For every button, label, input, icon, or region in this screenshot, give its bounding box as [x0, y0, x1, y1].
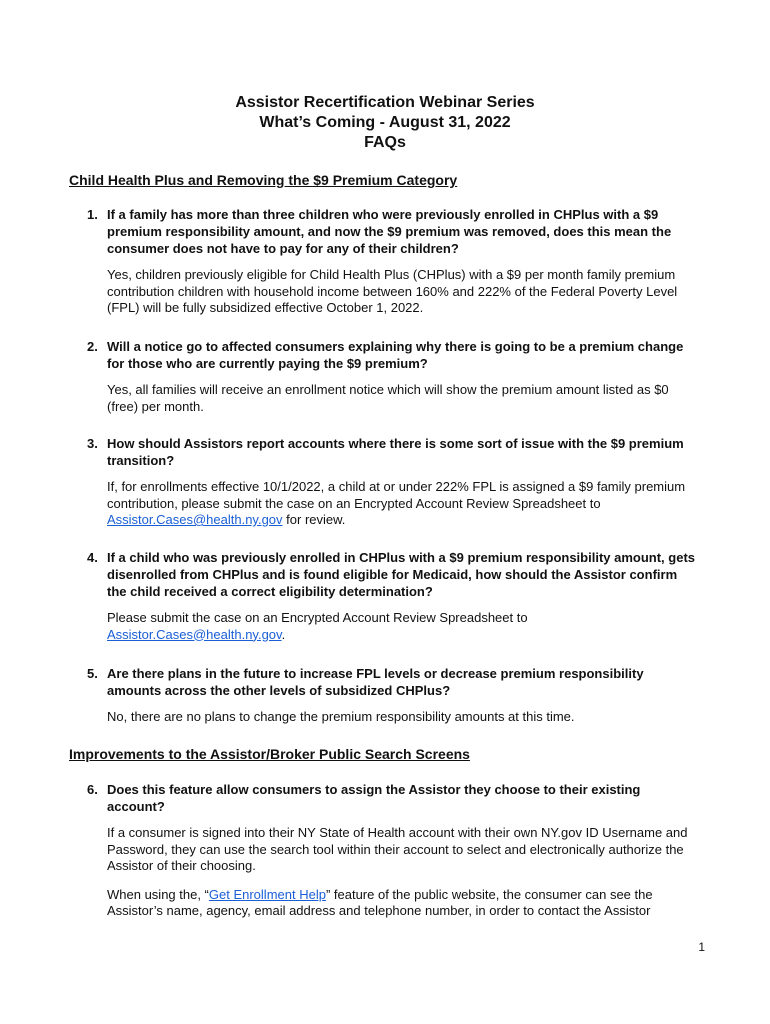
faq-question-text: Are there plans in the future to increase FPL levels or decrease premium responsibility amounts across the other levels of subsidized CHPlus? — [107, 666, 644, 698]
faq-item-5 — [87, 665, 697, 726]
faq-answer-text: for review. — [282, 512, 346, 527]
faq-answer: If a consumer is signed into their NY State of Health account with their own NY.gov ID Username and Password, they can use the search tool within their account to select and electronically authorize the Assistor of their choosing. — [107, 825, 688, 873]
faq-answer-text: . — [281, 626, 286, 642]
document-title — [0, 93, 770, 153]
assistor-cases-email-link[interactable]: Assistor.Cases@health.ny.gov — [107, 626, 282, 642]
faq-question-text: Will a notice go to affected consumers explaining why there is going to be a premium change for those who are currently paying the $9 premium? — [107, 339, 684, 371]
faq-question — [87, 665, 697, 699]
faq-answer-text: Please submit the case on an Encrypted Account Review Spreadsheet to — [107, 610, 528, 625]
faq-number: 2. — [87, 339, 98, 354]
faq-item-4 — [87, 549, 697, 643]
faq-question — [87, 338, 697, 372]
get-enrollment-help-link[interactable]: Get Enrollment Help — [208, 886, 326, 902]
faq-number: 1. — [87, 207, 98, 222]
faq-question — [87, 549, 697, 600]
section-heading-public-search: Improvements to the Assistor/Broker Public Search Screens — [69, 746, 470, 762]
faq-item-1 — [87, 206, 697, 317]
faq-number: 3. — [87, 436, 98, 451]
faq-number: 5. — [87, 666, 98, 681]
faq-answer-text: ” feature of the public website, the consumer can see the Assistor’s name, agency, email address and telephone number, in order to contact the Assistor — [107, 886, 653, 918]
faq-question — [87, 435, 697, 469]
faq-question — [87, 781, 697, 815]
page-number: 1 — [698, 940, 705, 954]
faq-question-text: Does this feature allow consumers to assign the Assistor they choose to their existing account? — [107, 782, 641, 814]
section-heading-child-health-plus: Child Health Plus and Removing the $9 Premium Category — [69, 172, 458, 188]
title-line-3: FAQs — [364, 134, 406, 151]
faq-answer: No, there are no plans to change the premium responsibility amounts at this time. — [107, 709, 575, 724]
faq-item-2 — [87, 338, 697, 415]
faq-answer-continued — [107, 887, 697, 920]
faq-question — [87, 206, 697, 257]
faq-number: 6. — [87, 782, 98, 797]
title-line-2: What’s Coming - August 31, 2022 — [259, 114, 511, 131]
faq-item-6 — [87, 781, 697, 920]
faq-question-text: If a family has more than three children who were previously enrolled in CHPlus with a $9 premium responsibility amount, and now the $9 premium was removed, does this mean the consumer does not have to pay for any of their children? — [107, 207, 672, 256]
faq-number: 4. — [87, 550, 98, 565]
faq-question-text: How should Assistors report accounts where there is some sort of issue with the $9 premium transition? — [107, 436, 684, 468]
faq-answer: Yes, all families will receive an enrollment notice which will show the premium amount listed as $0 (free) per month. — [107, 382, 669, 414]
title-line-1: Assistor Recertification Webinar Series — [235, 94, 535, 111]
faq-question-text: If a child who was previously enrolled in CHPlus with a $9 premium responsibility amount, gets disenrolled from CHPlus and is found eligible for Medicaid, how should the Assistor confirm the child received a correct eligibility determination? — [107, 550, 696, 599]
faq-answer: Yes, children previously eligible for Child Health Plus (CHPlus) with a $9 per month family premium contribution children with household income between 160% and 222% of the Federal Poverty Level (FPL) will be fully subsidized effective October 1, 2022. — [107, 267, 678, 315]
faq-answer — [107, 610, 697, 643]
faq-answer-text: If, for enrollments effective 10/1/2022, a child at or under 222% FPL is assigned a $9 family premium contribution, please submit the case on an Encrypted Account Review Spreadsheet to — [107, 479, 686, 511]
faq-answer — [107, 479, 697, 529]
faq-item-3 — [87, 435, 697, 529]
faq-answer-text: When using the, “ — [107, 886, 209, 902]
assistor-cases-email-link[interactable]: Assistor.Cases@health.ny.gov — [107, 512, 283, 527]
